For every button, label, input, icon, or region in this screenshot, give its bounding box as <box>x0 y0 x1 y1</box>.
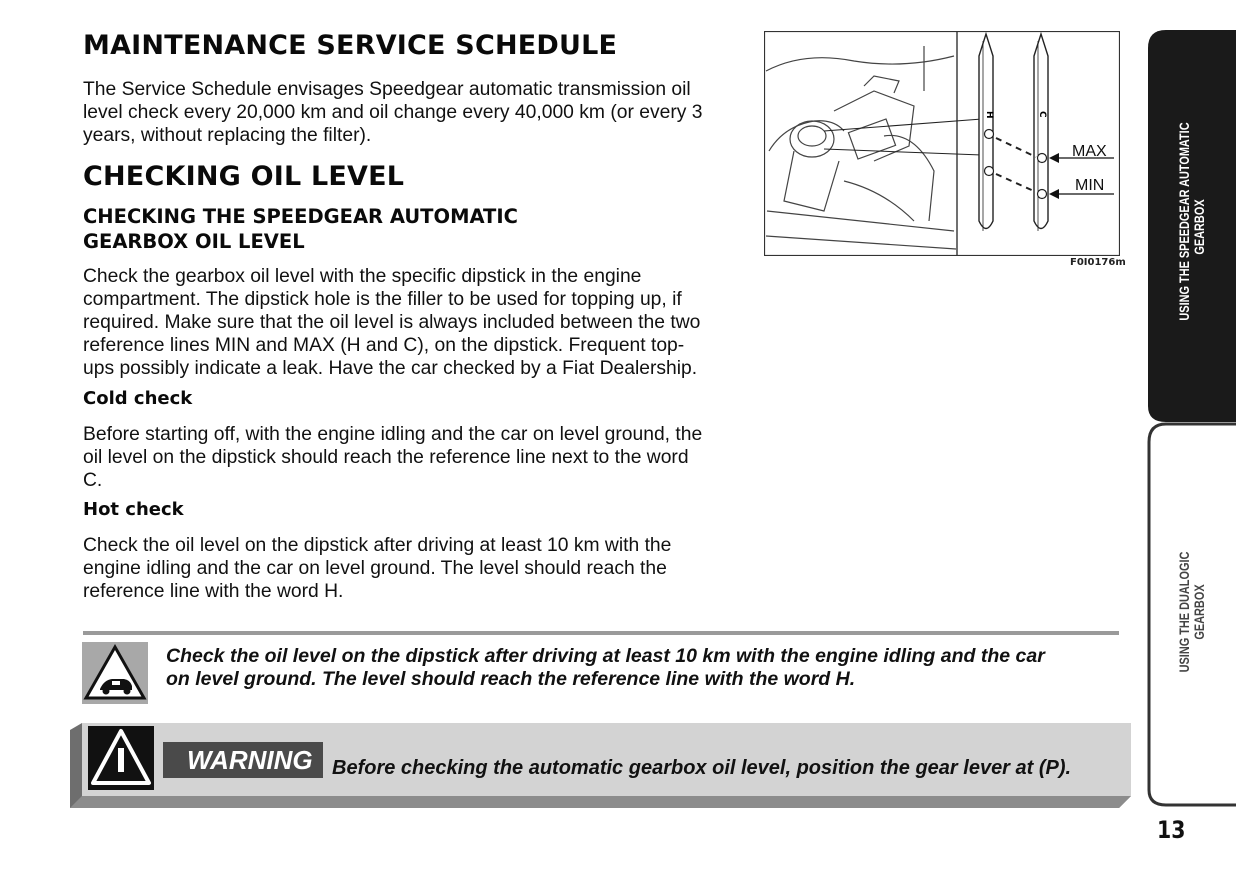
text-line: required. Make sure that the oil level is always included between the two <box>83 312 701 333</box>
min-label: MIN <box>1075 177 1105 194</box>
dipstick-h-letter: H <box>984 111 994 119</box>
subsection-body <box>83 265 700 380</box>
text-line: The Service Schedule envisages Speedgear automatic transmission oil <box>83 79 691 100</box>
text-line: compartment. The dipstick hole is the filler to be used for topping up, if <box>83 289 682 310</box>
max-label: MAX <box>1072 143 1107 160</box>
text-line: engine idling and the car on level ground. The level should reach the <box>83 558 667 579</box>
hot-check-title: Hot check <box>83 499 184 520</box>
subsection-title <box>83 204 518 254</box>
maintenance-title: MAINTENANCE SERVICE SCHEDULE <box>83 30 618 61</box>
maintenance-body <box>83 78 702 147</box>
tab-line: USING THE SPEEDGEAR AUTOMATIC <box>1176 122 1192 321</box>
checking-title: CHECKING OIL LEVEL <box>83 161 405 192</box>
text-line: C. <box>83 470 103 491</box>
caution-triangle-icon <box>82 642 148 704</box>
tab-dualogic-gearbox[interactable] <box>1177 534 1207 690</box>
tab-line: USING THE DUALOGIC <box>1176 551 1192 673</box>
figure-code: F0I0176m <box>1070 257 1126 268</box>
warning-text: Before checking the automatic gearbox oil level, position the gear lever at (P). <box>332 757 1072 779</box>
text-line: years, without replacing the filter). <box>83 125 372 146</box>
dipstick-figure <box>764 31 1120 256</box>
dipstick-c <box>1034 34 1048 231</box>
title-line: CHECKING THE SPEEDGEAR AUTOMATIC <box>83 205 518 228</box>
text-line: Before starting off, with the engine idling and the car on level ground, the <box>83 424 703 445</box>
caution-line: Check the oil level on the dipstick after driving at least 10 km with the engine idling and the car <box>166 645 1045 667</box>
text-line: level check every 20,000 km and oil change every 40,000 km (or every 3 <box>83 102 703 123</box>
cold-check-title: Cold check <box>83 388 193 409</box>
hot-check-body <box>83 534 671 603</box>
text-line: Check the oil level on the dipstick after driving at least 10 km with the <box>83 535 672 556</box>
tab-speedgear-gearbox[interactable] <box>1176 122 1207 321</box>
text-line: oil level on the dipstick should reach the reference line next to the word <box>83 447 689 468</box>
text-line: Check the gearbox oil level with the specific dipstick in the engine <box>83 266 642 287</box>
text-line: reference lines MIN and MAX (H and C), on the dipstick. Frequent top- <box>83 335 685 356</box>
dipstick-h <box>979 34 994 231</box>
caution-line: on level ground. The level should reach the reference line with the word H. <box>166 668 856 690</box>
warning-triangle-icon <box>88 726 154 790</box>
section-divider <box>83 631 1119 635</box>
title-line: GEARBOX OIL LEVEL <box>83 230 305 253</box>
caution-text <box>166 645 1045 691</box>
page-number: 13 <box>1157 816 1186 844</box>
warning-label: WARNING <box>163 742 323 778</box>
text-line: ups possibly indicate a leak. Have the car checked by a Fiat Dealership. <box>83 358 698 379</box>
tab-line: GEARBOX <box>1191 584 1207 640</box>
dipstick-c-letter: C <box>1037 111 1047 118</box>
text-line: reference line with the word H. <box>83 581 344 602</box>
tab-line: GEARBOX <box>1191 199 1207 255</box>
cold-check-body <box>83 423 702 492</box>
